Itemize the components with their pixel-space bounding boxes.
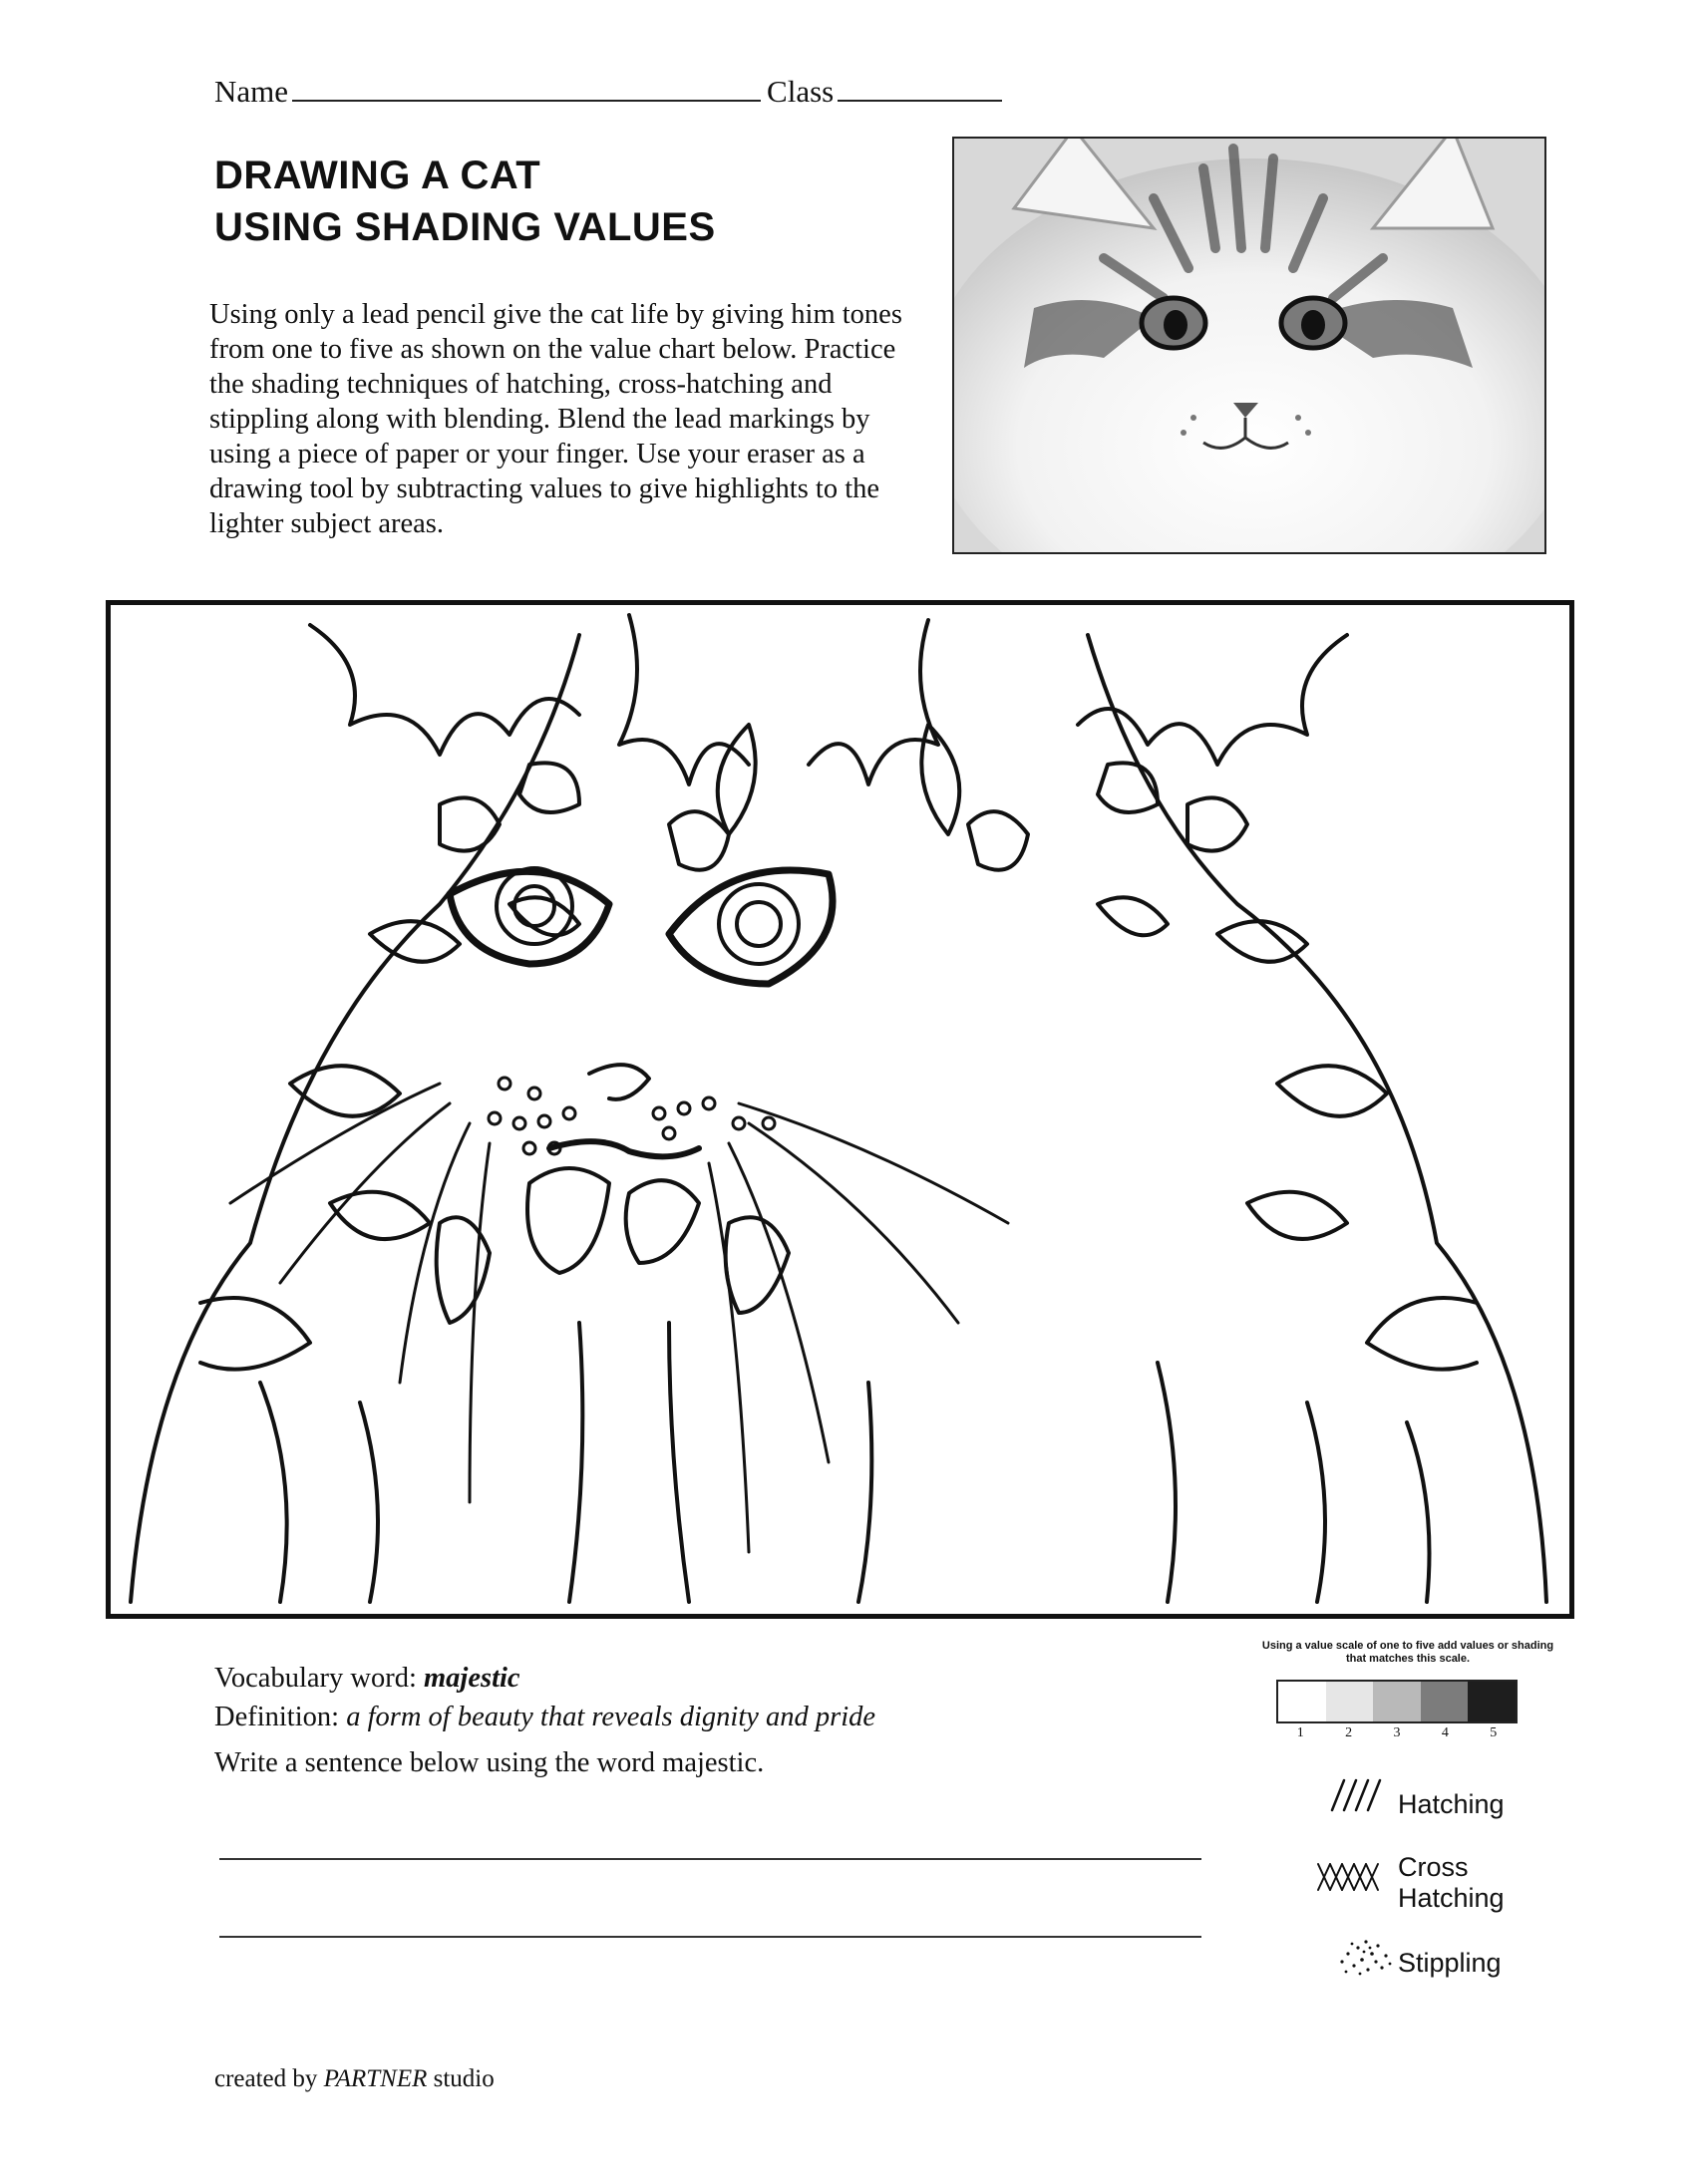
answer-line-1[interactable] xyxy=(219,1858,1201,1860)
stippling-icon xyxy=(1332,1932,1396,1980)
definition xyxy=(214,1702,875,1733)
cross-hatching-label xyxy=(1398,1852,1505,1914)
value-number: 4 xyxy=(1441,1725,1449,1740)
cross-hatching-label-line-2: Hatching xyxy=(1398,1883,1505,1913)
vocabulary-label: Vocabulary word: xyxy=(214,1663,417,1694)
value-cell-5 xyxy=(1468,1682,1516,1721)
sentence-prompt: Write a sentence below using the word majestic. xyxy=(214,1747,765,1778)
hatching-label: Hatching xyxy=(1398,1789,1505,1819)
value-number: 5 xyxy=(1490,1725,1498,1740)
value-cell-4 xyxy=(1421,1682,1469,1721)
worksheet-title xyxy=(214,150,716,253)
value-cell-2 xyxy=(1326,1682,1374,1721)
cross-hatching-icon xyxy=(1314,1856,1390,1896)
value-number: 1 xyxy=(1296,1725,1304,1740)
hatching-icon xyxy=(1328,1774,1388,1814)
value-scale-numbers xyxy=(1276,1725,1518,1741)
vocabulary-term: majestic xyxy=(424,1663,520,1694)
drawing-area[interactable] xyxy=(106,600,1574,1619)
class-field[interactable] xyxy=(838,72,1002,102)
title-line-1: DRAWING A CAT xyxy=(214,154,541,197)
instructions-paragraph: Using only a lead pencil give the cat life by giving him tones from one to five as shown on the value chart below. Practice the shading techniques of hatching, cross-hatching and stippling along with blending. Blend the lead markings by using a piece of paper or your finger. Use your eraser as a drawing tool by subtracting values to give highlights to the lighter subject areas. xyxy=(209,299,902,539)
title-line-2: USING SHADING VALUES xyxy=(214,205,716,249)
name-label: Name xyxy=(214,74,289,109)
name-class-row xyxy=(214,72,1002,110)
answer-line-2[interactable] xyxy=(219,1936,1201,1938)
class-label: Class xyxy=(767,74,835,109)
definition-text: a form of beauty that reveals dignity and pride xyxy=(346,1702,876,1732)
cross-hatching-label-line-1: Cross xyxy=(1398,1852,1469,1882)
footer-brand: PARTNER xyxy=(323,2065,428,2092)
definition-label: Definition: xyxy=(214,1702,340,1732)
value-cell-1 xyxy=(1278,1682,1326,1721)
reference-cat-photo xyxy=(952,137,1546,554)
value-number: 3 xyxy=(1393,1725,1401,1740)
value-cell-3 xyxy=(1373,1682,1421,1721)
name-field[interactable] xyxy=(292,72,761,102)
footer-suffix: studio xyxy=(427,2065,495,2092)
cat-outline-drawing xyxy=(111,605,1569,1614)
value-number: 2 xyxy=(1345,1725,1353,1740)
cat-photo-illustration xyxy=(954,139,1544,552)
value-scale-bar xyxy=(1276,1680,1518,1723)
vocabulary-word xyxy=(214,1663,520,1695)
stippling-label: Stippling xyxy=(1398,1948,1502,1978)
value-scale-caption: Using a value scale of one to five add values or shading that matches this scale. xyxy=(1261,1640,1554,1665)
footer-credit xyxy=(214,2065,495,2093)
footer-prefix: created by xyxy=(214,2065,324,2092)
